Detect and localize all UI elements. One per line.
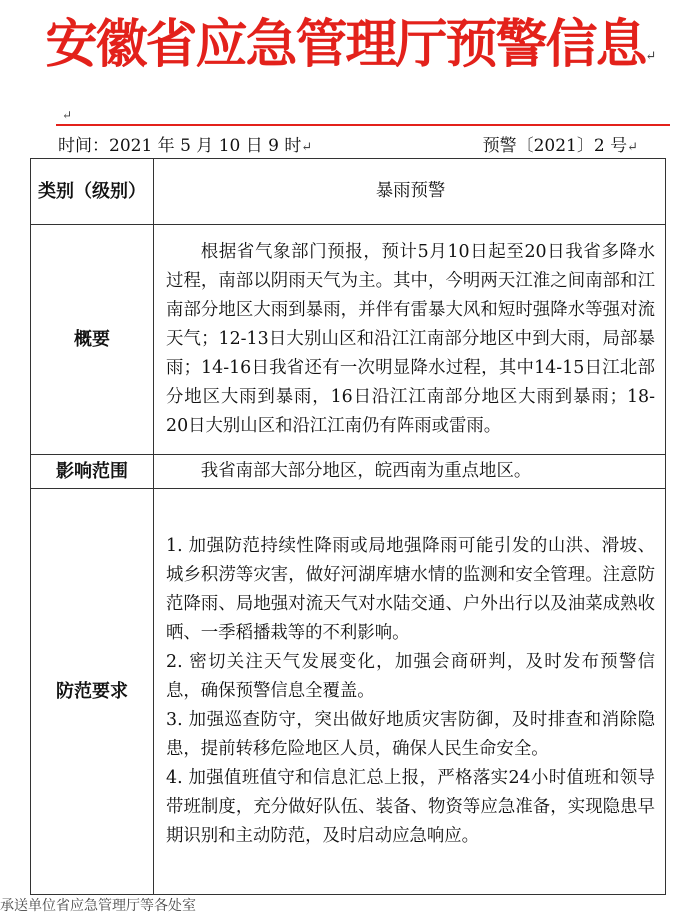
table-row xyxy=(31,455,666,489)
list-item: 3. 加强巡查防守，突出做好地质灾害防御，及时排查和消除隐患，提前转移危险地区人员，确保人民生命安全。 xyxy=(166,710,655,759)
document-title: 安徽省应急管理厅预警信息↵ xyxy=(45,14,655,75)
paragraph-mark-icon: ↵ xyxy=(301,140,313,155)
issue-time: 时间：2021 年 5 月 10 日 9 时↵ xyxy=(58,136,313,156)
footer-text: 承送单位省应急管理厅等各处室 xyxy=(0,898,196,914)
red-divider xyxy=(56,124,670,126)
requirements-list xyxy=(154,489,666,895)
row-label: 类别（级别） xyxy=(31,159,154,225)
paragraph-mark-icon: ↵ xyxy=(627,140,638,155)
row-label: 防范要求 xyxy=(31,489,154,895)
warning-table xyxy=(30,158,666,895)
list-item: 1. 加强防范持续性降雨或局地强降雨可能引发的山洪、滑坡、城乡积涝等灾害，做好河湖库塘水情的监测和安全管理。注意防范降雨、局地强对流天气对水陆交通、户外出行以及油菜成熟收晒、一季稻播栽等的不利影响。 xyxy=(166,536,655,643)
table-row xyxy=(31,225,666,455)
table-row xyxy=(31,489,666,895)
notice-number: 预警〔2021〕2 号↵ xyxy=(482,136,638,156)
row-label: 概要 xyxy=(31,225,154,455)
list-item: 4. 加强值班值守和信息汇总上报，严格落实24小时值班和领导带班制度，充分做好队伍、装备、物资等应急准备，实现隐患早期识别和主动防范，及时启动应急响应。 xyxy=(166,768,655,846)
list-item: 2. 密切关注天气发展变化，加强会商研判，及时发布预警信息，确保预警信息全覆盖。 xyxy=(166,652,655,701)
paragraph-mark-icon: ↵ xyxy=(62,108,73,122)
paragraph-mark-icon: ↵ xyxy=(645,49,655,64)
warning-type: 暴雨预警 xyxy=(154,159,666,225)
impact-scope-text: 我省南部大部分地区，皖西南为重点地区。 xyxy=(154,455,666,489)
table-row xyxy=(31,159,666,225)
summary-text: 根据省气象部门预报，预计5月10日起至20日我省多降水过程，南部以阴雨天气为主。其中，今明两天江淮之间南部和江南部分地区大雨到暴雨，并伴有雷暴大风和短时强降水等强对流天气；12-13日大别山区和沿江江南部分地区中到大雨，局部暴雨；14-16日我省还有一次明显降水过程，其中14-15日江北部分地区大雨到暴雨，16日沿江江南部分地区大雨到暴雨；18-20日大别山区和沿江江南仍有阵雨或雷雨。 xyxy=(154,225,666,455)
row-label: 影响范围 xyxy=(31,455,154,489)
